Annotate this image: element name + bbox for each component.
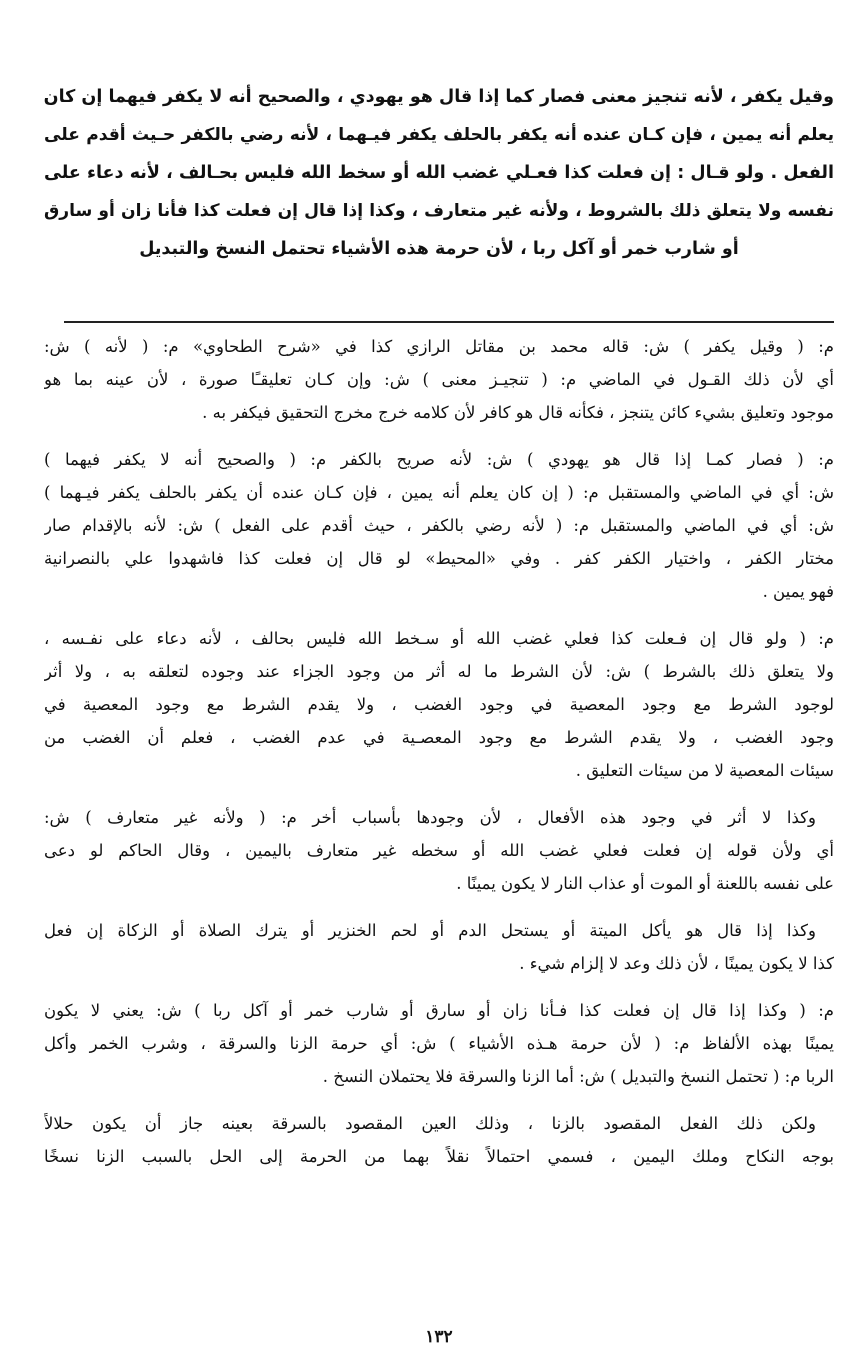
sharh-line: مختار الكفر ، واختيار الكفر كفر . وفي «المحيط» لو قال إن فعلت كذا فاشهدوا علي بالنصرانية (44, 549, 834, 568)
sharh-line: كذا لا يكون يمينًا ، لأن ذلك وعد لا إلزام شيء . (519, 954, 834, 973)
sharh-line: يمينًا بهذه الألفاظ م: ( لأن حرمة هـذه الأشياء ) ش: أي حرمة الزنا والسرقة ، وشرب الخمر وأكل (44, 1034, 834, 1053)
sharh-line: الربا م: ( تحتمل النسخ والتبديل ) ش: أما الزنا والسرقة فلا يحتملان النسخ . (322, 1067, 834, 1086)
separator-line (64, 321, 834, 323)
sharh-paragraph (44, 330, 834, 429)
sharh-line: م: ( وقيل يكفر ) ش: قاله محمد بن مقاتل الرازي كذا في «شرح الطحاوي» م: ( لأنه ) ش: (44, 337, 834, 356)
sharh-paragraph (44, 801, 834, 900)
sharh-line: سيئات المعصية لا من سيئات التعليق . (575, 761, 834, 780)
book-page (44, 0, 834, 1372)
sharh-line: أي لأن ذلك القـول في الماضي م: ( تنجيـز معنى ) ش: وإن كـان تعليقـًا صورة ، لأن عينه بما هو (44, 370, 834, 389)
matn-text (44, 78, 834, 268)
sharh-paragraph (44, 1107, 834, 1173)
matn-line: الفعل . ولو قـال : إن فعلت كذا فعـلي غضب الله أو سخط الله فليس بحـالف ، لأنه دعاء على (44, 163, 834, 183)
sharh-line: لوجود الشرط مع وجود المعصية في وجود الغضب ، ولا يقدم الشرط مع وجود المعصية في (44, 695, 834, 714)
sharh-paragraph (44, 622, 834, 787)
sharh-line: وكذا إذا قال هو يأكل الميتة أو يستحل الدم أو لحم الخنزير أو يترك الصلاة أو الزكاة إن فعل (44, 921, 816, 940)
sharh-line: وكذا لا أثر في وجود هذه الأفعال ، لأن وجودها بأسباب أخر م: ( ولأنه غير متعارف ) ش: (44, 808, 816, 827)
sharh-line: بوجه النكاح وملك اليمين ، فسمي احتمالاً نقلاً بهما من الحرمة إلى الحل بالسبب الزنا نسخًا (44, 1147, 834, 1166)
sharh-line: م: ( فصار كمـا إذا قال هو يهودي ) ش: لأنه صريح بالكفر م: ( والصحيح أنه لا يكفر فيهما ) (44, 450, 834, 469)
sharh-line: م: ( ولو قال إن فـعلت كذا فعلي غضب الله أو سـخط الله فليس بحالف ، لأنه دعاء على نفـسه ، (44, 629, 834, 648)
sharh-line: على نفسه باللعنة أو الموت أو عذاب النار لا يكون يمينًا . (456, 874, 834, 893)
sharh-line: وجود الغضب ، ولا يقدم الشرط مع وجود المعصـية في عدم الغضب ، فعلم أن الغضب من (44, 728, 834, 747)
sharh-line: أي ولأن قوله إن فعلت فعلي غضب الله أو سخطه غير متعارف باليمين ، وقال الحاكم لو دعى (44, 841, 834, 860)
sharh-paragraph (44, 914, 834, 980)
page-number: ١٣٢ (425, 1327, 453, 1347)
sharh-line: ولكن ذلك الفعل المقصود بالزنا ، وذلك العين المقصود بالسرقة بعينه جاز أن يكون حلالاً (44, 1114, 816, 1133)
sharh-paragraph (44, 994, 834, 1093)
sharh-line: فهو يمين . (762, 582, 834, 601)
matn-line: نفسه ولا يتعلق ذلك بالشروط ، ولأنه غير متعارف ، وكذا إذا قال إن فعلت كذا فأنا زان أو سارق (44, 201, 834, 221)
sharh-paragraph (44, 443, 834, 608)
sharh-text (44, 330, 834, 1187)
sharh-line: ش: أي في الماضي والمستقبل م: ( لأنه رضي بالكفر ، حيث أقدم على الفعل ) ش: لأنه بالإقدام صار (44, 516, 834, 535)
matn-line: أو شارب خمر أو آكل ربا ، لأن حرمة هذه الأشياء تحتمل النسخ والتبديل (139, 239, 739, 259)
sharh-line: ش: أي في الماضي والمستقبل م: ( إن كان يعلم أنه يمين ، فإن كـان عنده أن يكفر بالحلف يكفر فيـهما ) (44, 483, 834, 502)
sharh-line: موجود وتعليق بشيء كائن يتنجز ، فكأنه قال هو كافر لأن كلامه خرج مخرج التحقيق فيكفر به . (202, 403, 834, 422)
matn-line: يعلم أنه يمين ، فإن كـان عنده أنه يكفر بالحلف يكفر فيـهما ، لأنه رضي بالكفر حـيث أقدم على (44, 125, 834, 145)
matn-line: وقيل يكفر ، لأنه تنجيز معنى فصار كما إذا قال هو يهودي ، والصحيح أنه لا يكفر فيهما إن كان (44, 87, 834, 107)
sharh-line: م: ( وكذا إذا قال إن فعلت كذا فـأنا زان أو سارق أو شارب خمر أو آكل ربا ) ش: يعني لا يكون (44, 1001, 834, 1020)
sharh-line: ولا يتعلق ذلك بالشرط ) ش: لأن الشرط ما له أثر من وجود الجزاء عند وجوده لتعلقه به ، ولا أثر (44, 662, 834, 681)
